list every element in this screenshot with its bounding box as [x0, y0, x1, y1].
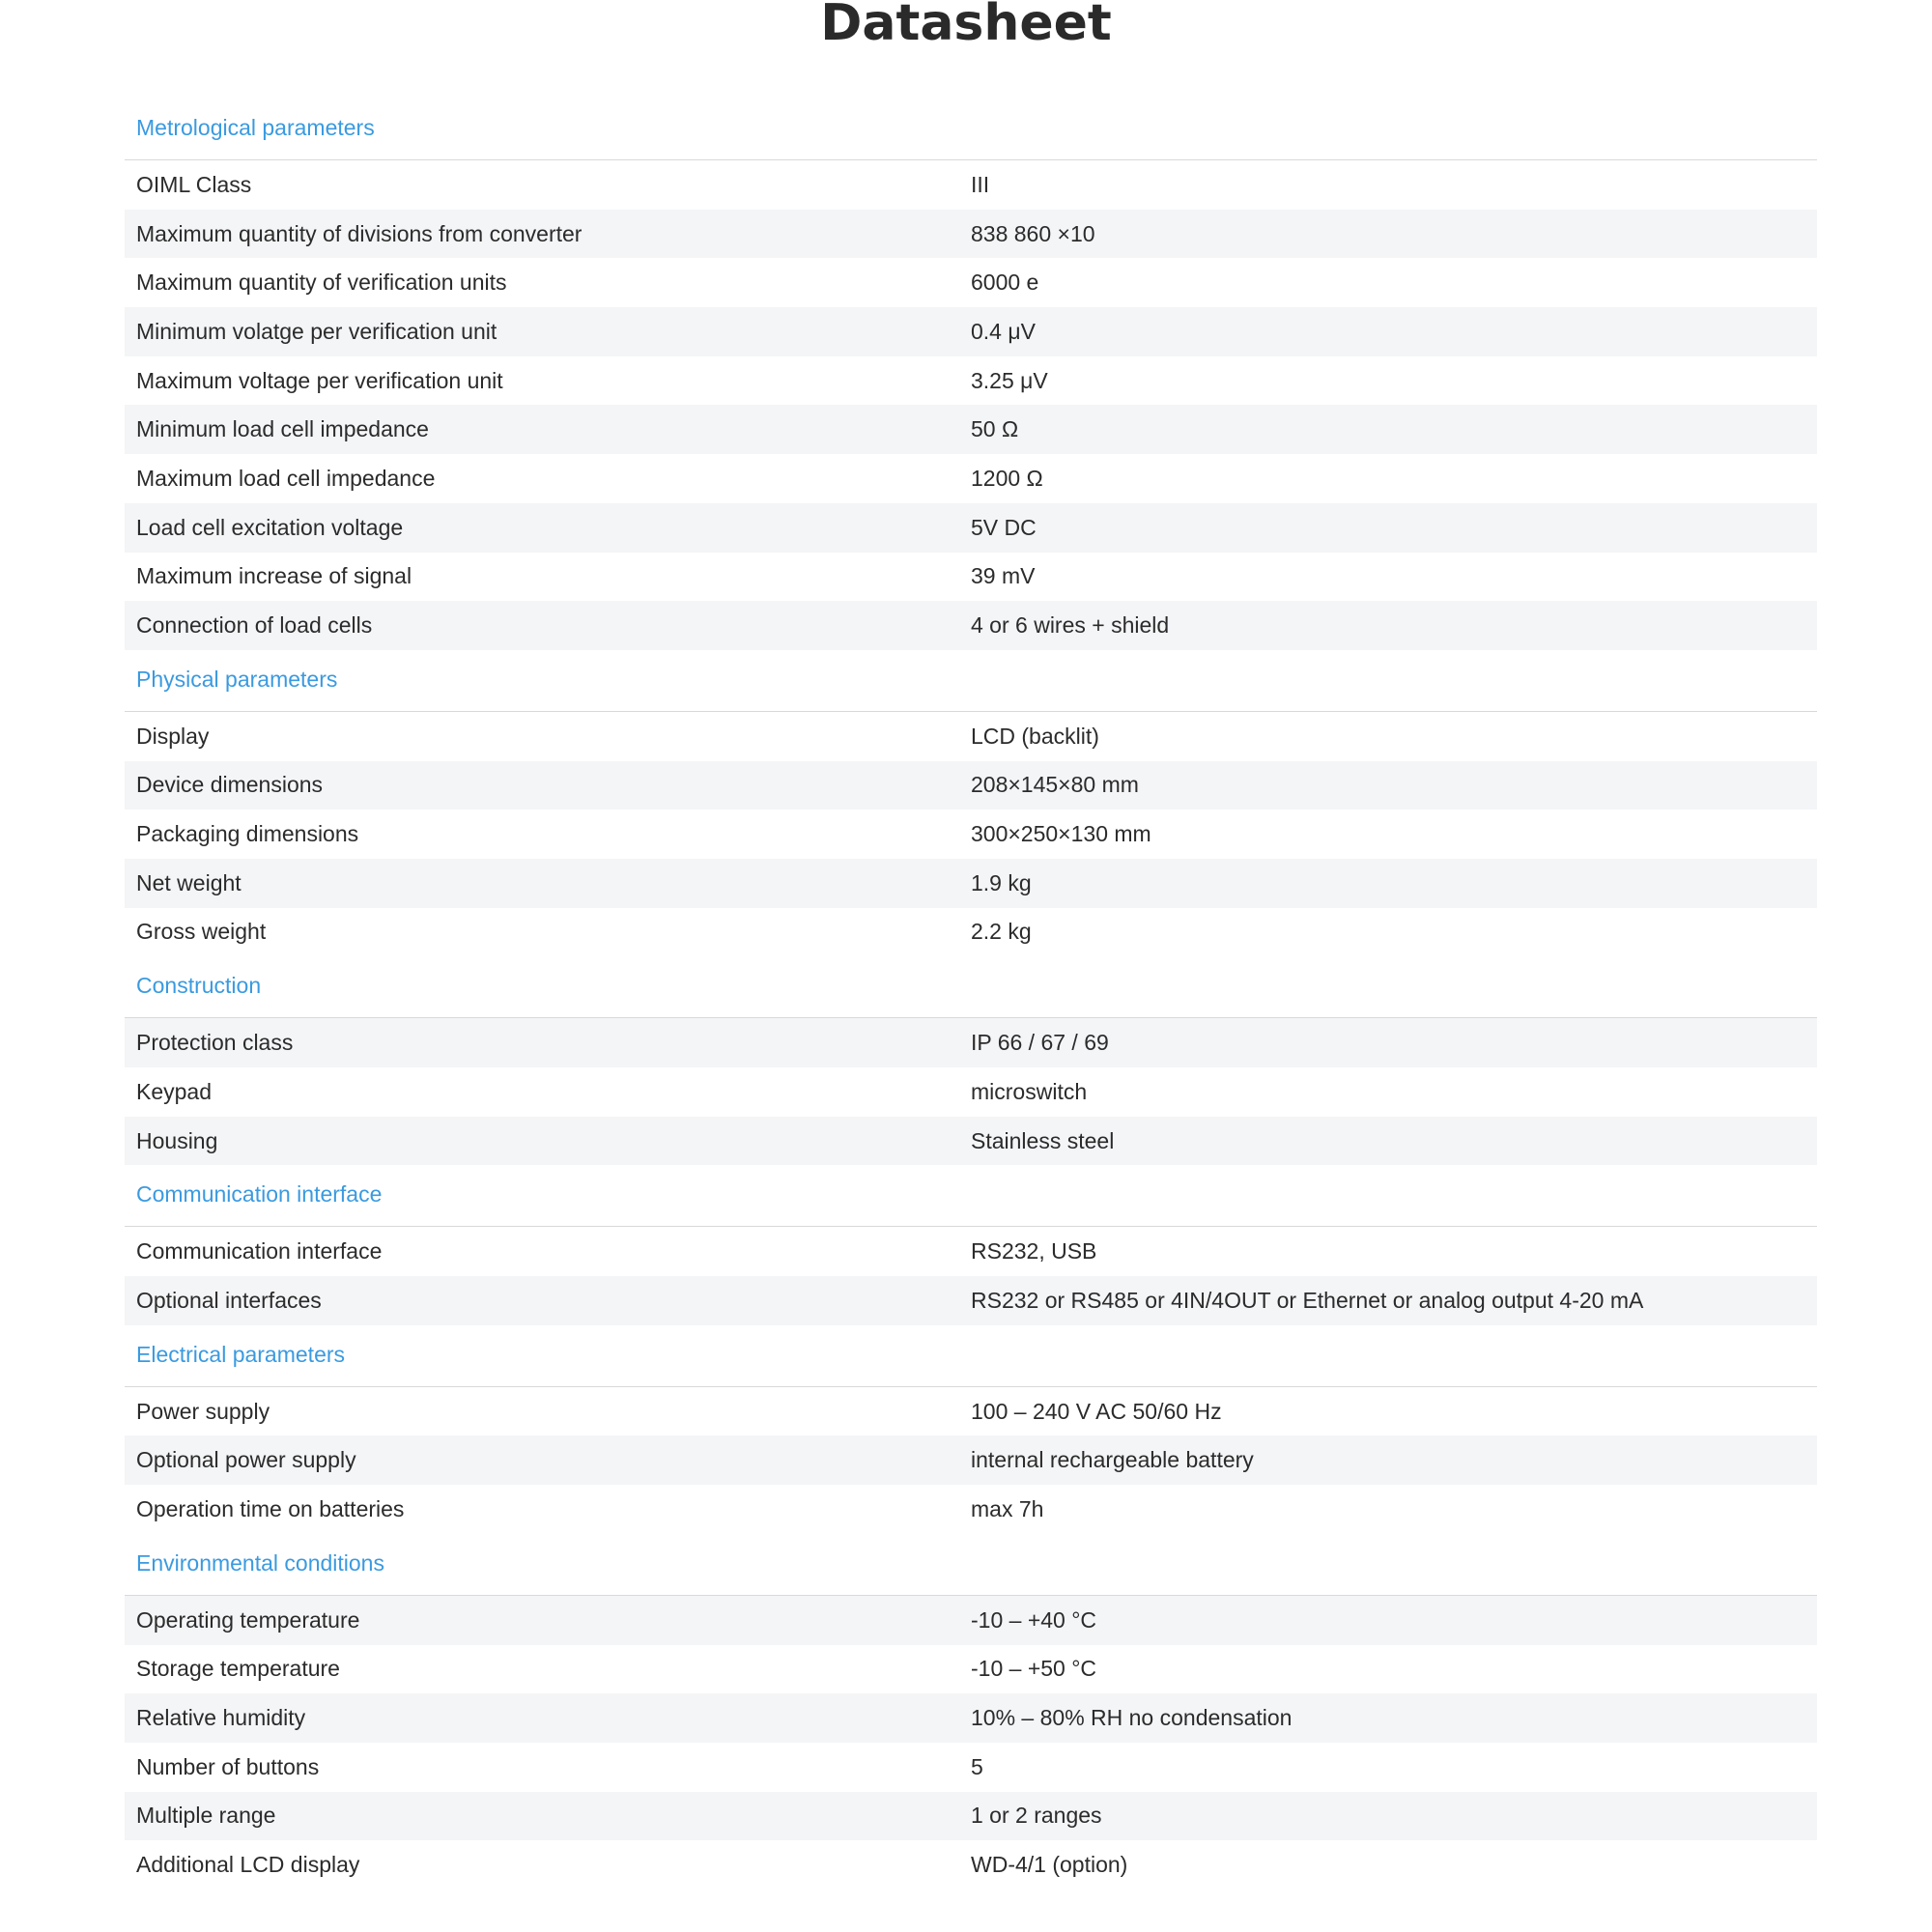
table-row [125, 210, 1817, 259]
table-row [125, 601, 1817, 650]
table-row [125, 908, 1817, 957]
row-label: Optional interfaces [136, 1287, 322, 1313]
row-label: Device dimensions [136, 772, 324, 798]
table-row [125, 405, 1817, 454]
row-label: Protection class [136, 1030, 294, 1056]
row-label: Connection of load cells [136, 612, 373, 639]
row-label: Net weight [136, 869, 242, 895]
row-value: 838 860 ×10 [971, 220, 1095, 246]
row-value: 4 or 6 wires + shield [971, 612, 1170, 639]
section-header-electrical: Electrical parameters [125, 1325, 1817, 1387]
row-value: 50 Ω [971, 416, 1019, 442]
table-row [125, 859, 1817, 908]
row-label: Relative humidity [136, 1705, 306, 1731]
row-label: Keypad [136, 1078, 213, 1104]
table-row [125, 1596, 1817, 1645]
row-value: 300×250×130 mm [971, 821, 1151, 847]
row-label: Gross weight [136, 919, 267, 945]
row-value: RS232 or RS485 or 4IN/4OUT or Ethernet or analog output 4-20 mA [971, 1287, 1644, 1313]
row-label: Multiple range [136, 1803, 276, 1829]
row-label: Maximum voltage per verification unit [136, 367, 503, 393]
section-header-construction: Construction [125, 956, 1817, 1018]
table-row [125, 1645, 1817, 1694]
table-row [125, 454, 1817, 503]
row-value: 1 or 2 ranges [971, 1803, 1102, 1829]
table-row [125, 1485, 1817, 1534]
table-row [125, 160, 1817, 210]
table-row [125, 1018, 1817, 1067]
row-label: Storage temperature [136, 1656, 340, 1682]
table-row [125, 307, 1817, 356]
table-row [125, 810, 1817, 859]
row-value: 5 [971, 1753, 983, 1779]
row-value: 2.2 kg [971, 919, 1032, 945]
row-value: internal rechargeable battery [971, 1447, 1254, 1473]
table-row [125, 1227, 1817, 1276]
table-row [125, 1435, 1817, 1485]
table-row [125, 553, 1817, 602]
row-label: Minimum load cell impedance [136, 416, 429, 442]
table-row [125, 1693, 1817, 1743]
row-value: WD-4/1 (option) [971, 1852, 1128, 1878]
row-value: IP 66 / 67 / 69 [971, 1030, 1109, 1056]
page-title: Datasheet [820, 0, 1112, 52]
row-label: OIML Class [136, 171, 252, 197]
table-row [125, 503, 1817, 553]
row-value: 5V DC [971, 514, 1037, 540]
table-row [125, 1743, 1817, 1792]
row-label: Maximum quantity of divisions from converter [136, 220, 582, 246]
row-label: Power supply [136, 1398, 270, 1424]
row-label: Operating temperature [136, 1606, 360, 1633]
table-row [125, 1792, 1817, 1841]
row-value: 1.9 kg [971, 869, 1032, 895]
row-value: 1200 Ω [971, 465, 1043, 491]
row-value: RS232, USB [971, 1238, 1097, 1264]
row-value: 6000 e [971, 270, 1039, 296]
row-label: Maximum increase of signal [136, 563, 412, 589]
row-label: Packaging dimensions [136, 821, 359, 847]
row-value: microswitch [971, 1078, 1088, 1104]
row-label: Display [136, 723, 210, 749]
row-value: max 7h [971, 1495, 1044, 1521]
row-label: Optional power supply [136, 1447, 356, 1473]
section-header-communication: Communication interface [125, 1165, 1817, 1227]
row-label: Additional LCD display [136, 1852, 360, 1878]
row-value: 10% – 80% RH no condensation [971, 1705, 1293, 1731]
section-header-metrological: Metrological parameters [125, 99, 1817, 160]
table-row [125, 1117, 1817, 1166]
row-value: -10 – +40 °C [971, 1606, 1097, 1633]
row-label: Operation time on batteries [136, 1495, 405, 1521]
row-label: Minimum volatge per verification unit [136, 318, 497, 344]
row-label: Maximum load cell impedance [136, 465, 436, 491]
table-row [125, 1067, 1817, 1117]
row-value: 0.4 μV [971, 318, 1036, 344]
row-value: 100 – 240 V AC 50/60 Hz [971, 1398, 1222, 1424]
table-row [125, 761, 1817, 810]
table-row [125, 712, 1817, 761]
row-label: Housing [136, 1127, 218, 1153]
row-value: 3.25 μV [971, 367, 1048, 393]
row-value: Stainless steel [971, 1127, 1115, 1153]
row-value: -10 – +50 °C [971, 1656, 1097, 1682]
row-label: Load cell excitation voltage [136, 514, 404, 540]
section-header-environmental: Environmental conditions [125, 1534, 1817, 1596]
table-row [125, 258, 1817, 307]
row-value: 208×145×80 mm [971, 772, 1139, 798]
row-label: Maximum quantity of verification units [136, 270, 507, 296]
row-value: LCD (backlit) [971, 723, 1099, 749]
datasheet-table [125, 99, 1817, 1889]
row-value: 39 mV [971, 563, 1036, 589]
table-row [125, 1840, 1817, 1889]
row-value: III [971, 171, 990, 197]
section-header-physical: Physical parameters [125, 650, 1817, 712]
row-label: Communication interface [136, 1238, 383, 1264]
row-label: Number of buttons [136, 1753, 320, 1779]
table-row [125, 1387, 1817, 1436]
table-row [125, 356, 1817, 406]
table-row [125, 1276, 1817, 1325]
